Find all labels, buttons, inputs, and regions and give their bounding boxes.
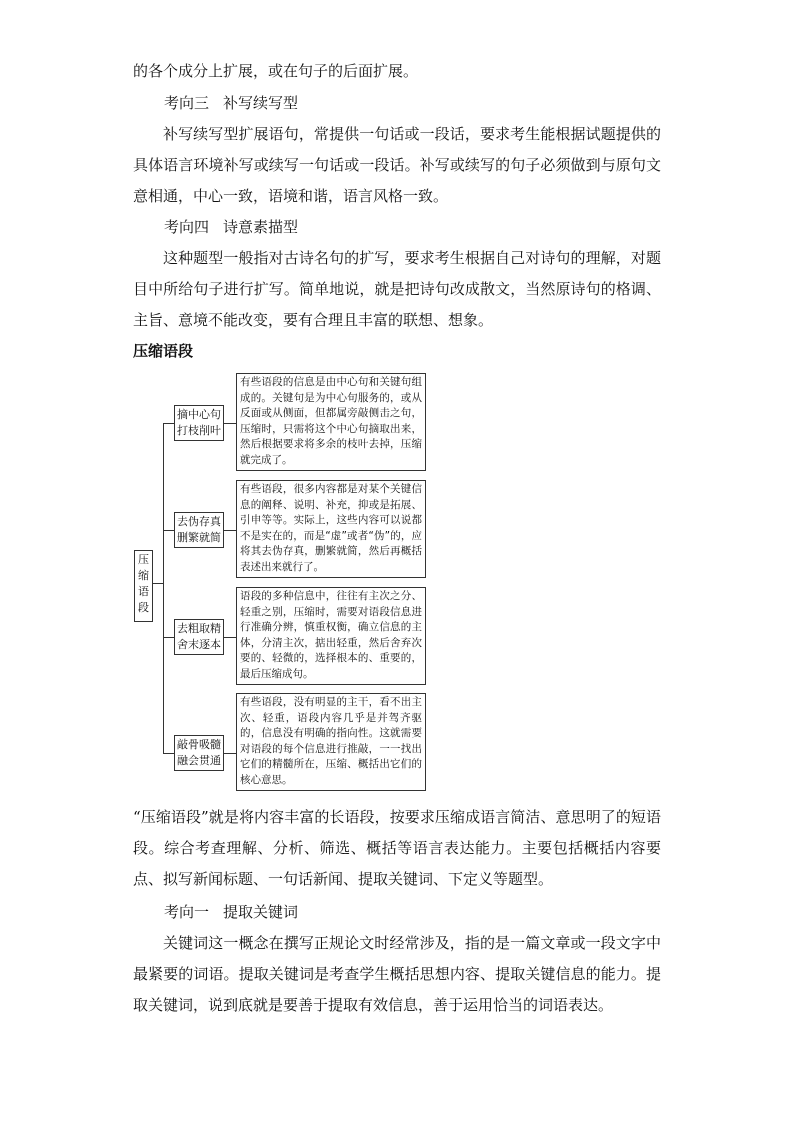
section4-body: 这种题型一般指对古诗名句的扩写，要求考生根据自己对诗句的理解，对题目中所给句子进行扩写。简单地说，就是把诗句改成散文，当然原诗句的格调、主旨、意境不能改变，要有合理且丰富的联想、想象。 [133, 249, 661, 329]
compress-title: 压缩语段 [133, 342, 194, 360]
branch-label: 去伪存真删繁就简 [174, 512, 224, 548]
section-kw-label: 考向一 [164, 903, 210, 921]
branch-connector [163, 423, 174, 424]
branch-connector [163, 753, 174, 754]
section-kw-body: 关键词这一概念在撰写正规论文时经常涉及，指的是一篇文章或一段文字中最紧要的词语。提取关键词是考查学生概括思想内容、提取关键信息的能力。提取关键词，说到底就是要善于提取有效信息，善于运用恰当的词语表达。 [133, 934, 661, 1014]
section-kw-heading [164, 897, 298, 928]
desc-connector [224, 423, 236, 424]
branch-desc: 有些语段，很多内容都是对某个关键信息的阐释、说明、补充，抑或是拓展、引申等等。实际上，这些内容可以说都不是实在的，而是“虚”或者“伪”的，应将其去伪存真，删繁就简，然后再概括表述出来就行了。 [236, 480, 426, 578]
section3-body: 补写续写型扩展语句，常提供一句话或一段话，要求考生能根据试题提供的具体语言环境补写或续写一句话或一段话。补写或续写的句子必须做到与原句文意相通，中心一致，语境和谐，语言风格一致。 [133, 125, 661, 205]
compress-diagram [134, 370, 434, 800]
section3-title: 补写续写型 [223, 94, 299, 112]
branch-desc: 语段的多种信息中，往往有主次之分、轻重之别，压缩时，需要对语段信息进行准确分辨，慎重权衡，确立信息的主体，分清主次，掂出轻重，然后舍弃次要的、轻微的，选择根本的、重要的，最后压缩成句。 [236, 587, 426, 685]
branch-label: 摘中心句打枝削叶 [174, 405, 224, 441]
section4-label: 考向四 [164, 218, 210, 236]
branch-desc: 有些语段，没有明显的主干，看不出主次、轻重，语段内容几乎是并驾齐驱的，信息没有明确的指向性。这就需要对语段的每个信息进行推敲，一一找出它们的精髓所在，压缩、概括出它们的核心意思。 [236, 693, 426, 791]
trunk-line [163, 423, 164, 753]
section4-heading [164, 212, 298, 243]
diagram-root: 压缩语段 [134, 550, 153, 622]
section3-heading [164, 88, 298, 119]
intro-paragraph: “压缩语段”就是将内容丰富的长语段，按要求压缩成语言简洁、意思明了的短语段。综合考查理解、分析、筛选、概括等语言表达能力。主要包括概括内容要点、拟写新闻标题、一句话新闻、提取关键词、下定义等题型。 [133, 808, 661, 888]
desc-connector [224, 637, 236, 638]
section3-label: 考向三 [164, 94, 210, 112]
branch-connector [163, 530, 174, 531]
root-connector [153, 583, 163, 584]
branch-label: 去粗取精舍末逐本 [174, 619, 224, 655]
desc-connector [224, 530, 236, 531]
branch-label: 敲骨吸髓融会贯通 [174, 735, 224, 771]
section-kw-title: 提取关键词 [223, 903, 299, 921]
desc-connector [224, 753, 236, 754]
section4-title: 诗意素描型 [223, 218, 299, 236]
top-fragment: 的各个成分上扩展，或在句子的后面扩展。 [133, 62, 419, 80]
branch-desc: 有些语段的信息是由中心句和关键句组成的。关键句是为中心句服务的，或从反面或从侧面，但都属旁敲侧击之句，压缩时，只需将这个中心句摘取出来，然后根据要求将多余的枝叶去掉，压缩就完成了。 [236, 373, 426, 471]
branch-connector [163, 637, 174, 638]
